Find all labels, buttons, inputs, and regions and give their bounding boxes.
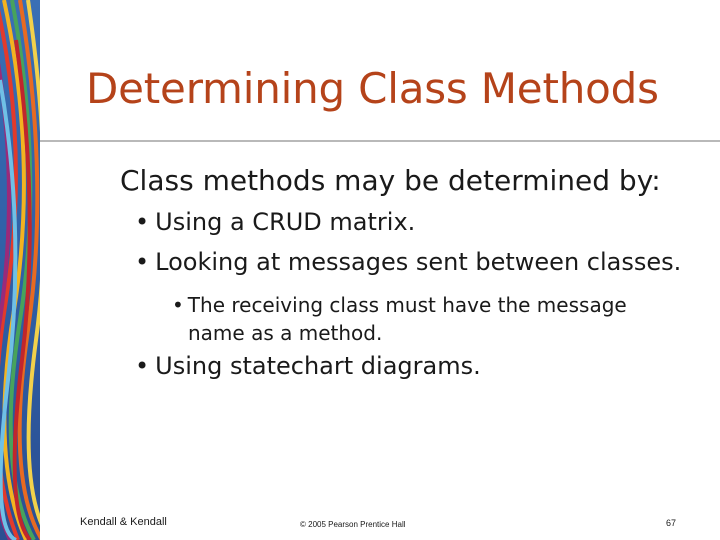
woven-stripes-graphic xyxy=(0,0,40,540)
title-divider xyxy=(40,140,720,142)
bullet-item xyxy=(135,248,681,276)
bullet-item xyxy=(135,352,481,380)
bullet-icon: • xyxy=(135,248,150,276)
bullet-item xyxy=(135,208,415,236)
sub-bullet-text-line2: name as a method. xyxy=(188,321,383,345)
footer-page-number: 67 xyxy=(666,518,677,528)
footer-author: Kendall & Kendall xyxy=(80,516,167,528)
bullet-text: Using statechart diagrams. xyxy=(155,352,481,380)
decorative-stripe-band xyxy=(0,0,40,540)
sub-bullet-text-line1: The receiving class must have the message xyxy=(187,293,627,317)
bullet-icon: • xyxy=(172,293,184,317)
bullet-icon: • xyxy=(135,352,150,380)
footer-copyright: © 2005 Pearson Prentice Hall xyxy=(300,520,406,529)
bullet-icon: • xyxy=(135,208,150,236)
sub-bullet-item xyxy=(172,291,672,347)
lead-text: Class methods may be determined by: xyxy=(120,164,661,197)
bullet-text: Using a CRUD matrix. xyxy=(155,208,416,236)
slide-title: Determining Class Methods xyxy=(86,64,659,113)
bullet-text: Looking at messages sent between classes. xyxy=(155,248,682,276)
